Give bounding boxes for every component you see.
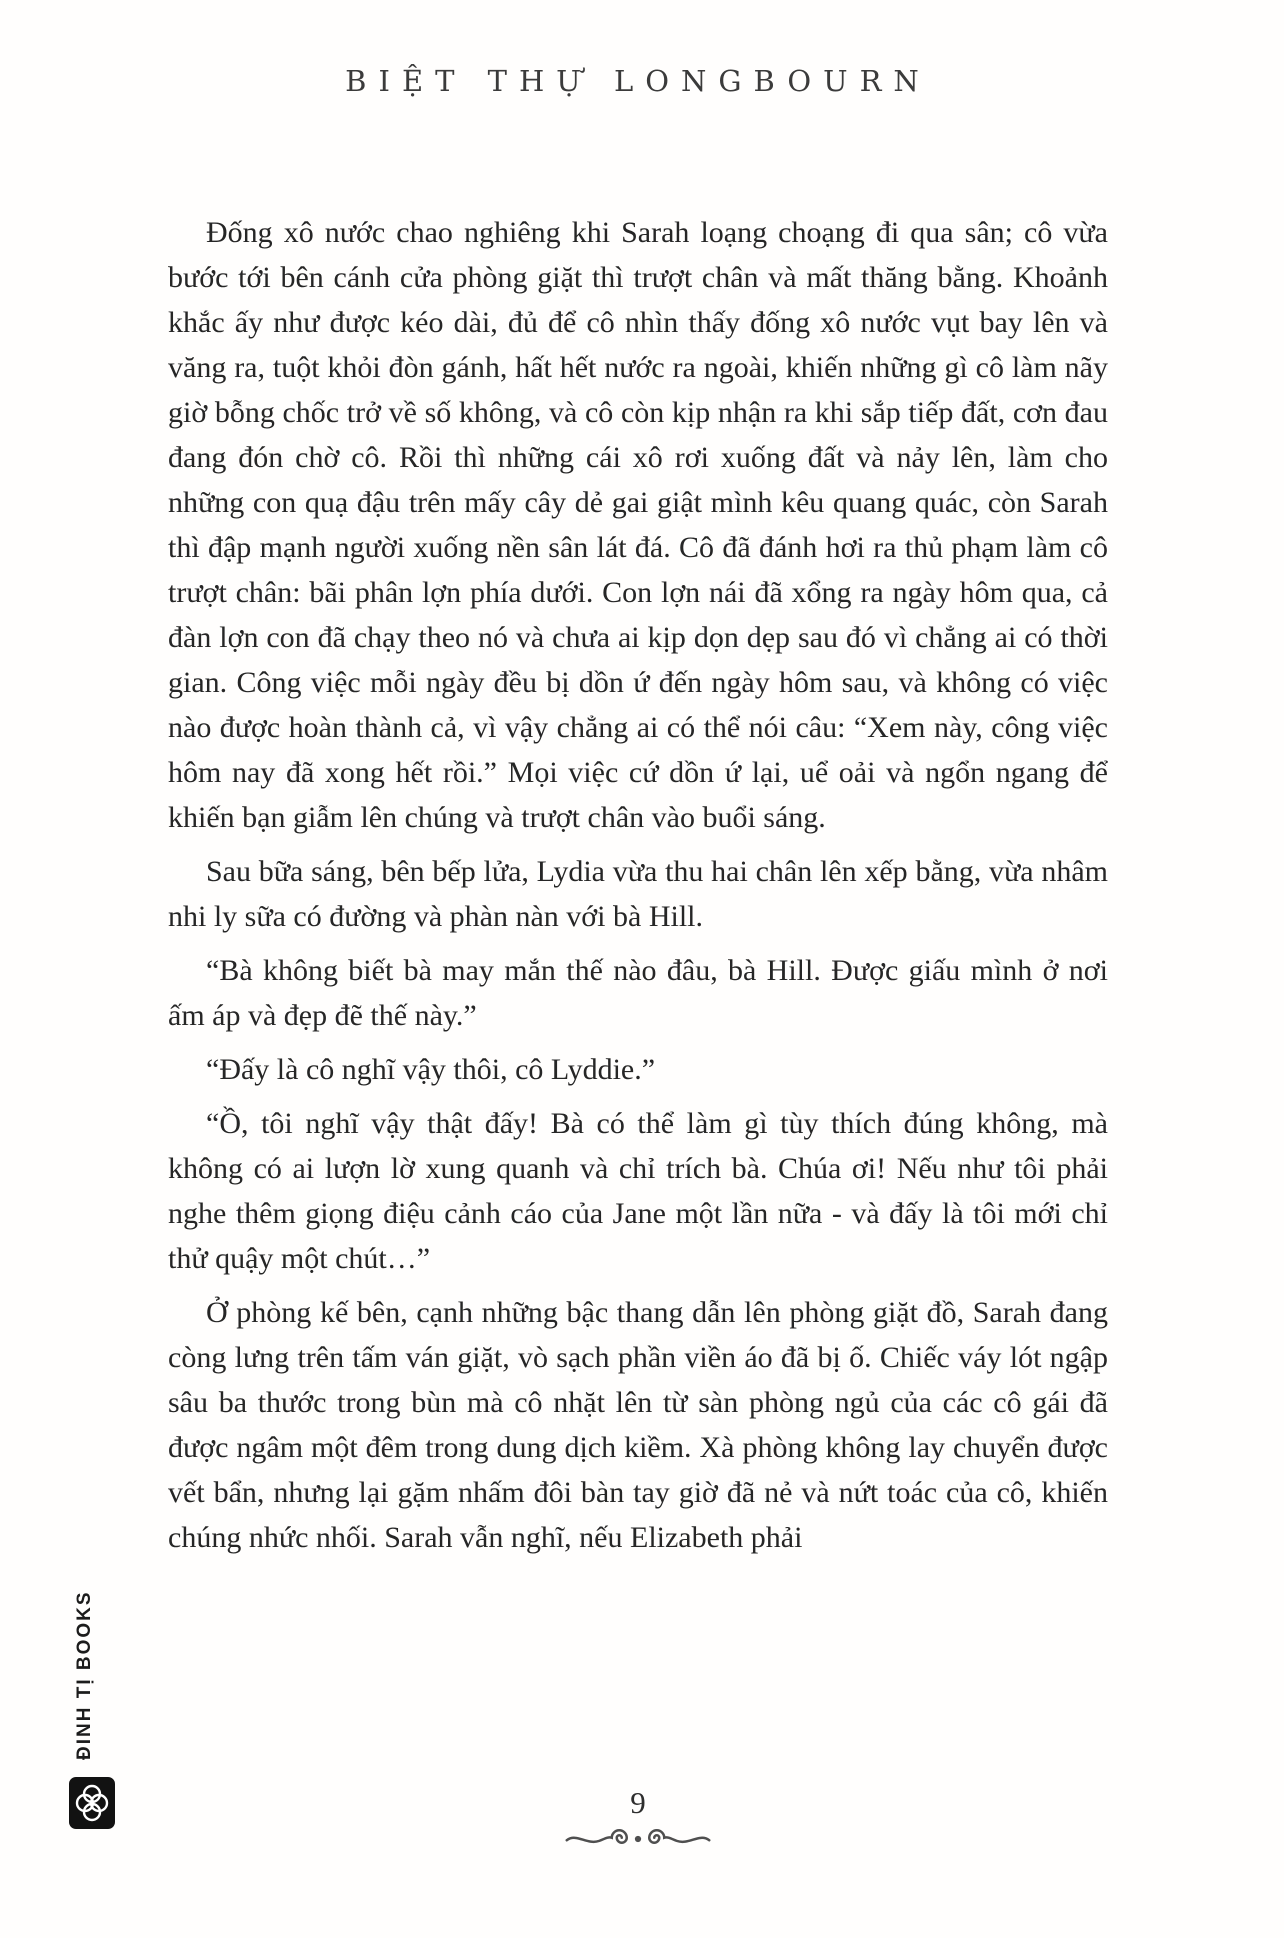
publisher-spine <box>66 1588 118 1838</box>
page-footer <box>168 1786 1108 1861</box>
publisher-logo-icon <box>68 1776 116 1835</box>
publisher-name: ĐINH TỊ BOOKS <box>74 1590 95 1760</box>
paragraph: Đống xô nước chao nghiêng khi Sarah loạng choạng đi qua sân; cô vừa bước tới bên cánh cửa phòng giặt thì trượt chân và mất thăng bằng. Khoảnh khắc ấy như được kéo dài, đủ để cô nhìn thấy đống xô nước vụt bay lên và văng ra, tuột khỏi đòn gánh, hất hết nước ra ngoài, khiến những gì cô làm nãy giờ bỗng chốc trở về số không, và cô còn kịp nhận ra khi sắp tiếp đất, cơn đau đang đón chờ cô. Rồi thì những cái xô rơi xuống đất và nảy lên, làm cho những con quạ đậu trên mấy cây dẻ gai giật mình kêu quang quác, còn Sarah thì đập mạnh người xuống nền sân lát đá. Cô đã đánh hơi ra thủ phạm làm cô trượt chân: bãi phân lợn phía dưới. Con lợn nái đã xổng ra ngày hôm qua, cả đàn lợn con đã chạy theo nó và chưa ai kịp dọn dẹp sau đó vì chẳng ai có thời gian. Công việc mỗi ngày đều bị dồn ứ đến ngày hôm sau, và không có việc nào được hoàn thành cả, vì vậy chẳng ai có thể nói câu: “Xem này, công việc hôm nay đã xong hết rồi.” Mọi việc cứ dồn ứ lại, uể oải và ngổn ngang để khiến bạn giẫm lên chúng và trượt chân vào buổi sáng. <box>168 216 1108 834</box>
page-number: 9 <box>630 1785 646 1820</box>
paragraph-dialogue: “Đấy là cô nghĩ vậy thôi, cô Lyddie.” <box>206 1053 656 1086</box>
paragraph-dialogue: “Ồ, tôi nghĩ vậy thật đấy! Bà có thể làm gì tùy thích đúng không, mà không có ai lượn lờ xung quanh và chỉ trích bà. Chúa ơi! Nếu như tôi phải nghe thêm giọng điệu cảnh cáo của Jane một lần nữa - và đấy là tôi mới chỉ thử quậy một chút…” <box>168 1107 1108 1275</box>
paragraph-dialogue: “Bà không biết bà may mắn thế nào đâu, bà Hill. Được giấu mình ở nơi ấm áp và đẹp đẽ thế này.” <box>168 954 1108 1032</box>
body-text <box>168 210 1108 1569</box>
paragraph: Sau bữa sáng, bên bếp lửa, Lydia vừa thu hai chân lên xếp bằng, vừa nhâm nhi ly sữa có đường và phàn nàn với bà Hill. <box>168 855 1108 933</box>
flourish-ornament <box>168 1822 1108 1861</box>
page-title: BIỆT THỰ LONGBOURN <box>345 64 931 98</box>
paragraph: Ở phòng kế bên, cạnh những bậc thang dẫn lên phòng giặt đồ, Sarah đang còng lưng trên tấm ván giặt, vò sạch phần viền áo đã bị ố. Chiếc váy lót ngập sâu ba thước trong bùn mà cô nhặt lên từ sàn phòng ngủ của các cô gái đã được ngâm một đêm trong dung dịch kiềm. Xà phòng không lay chuyển được vết bẩn, nhưng lại gặm nhấm đôi bàn tay giờ đã nẻ và nứt toác của cô, khiến chúng nhức nhối. Sarah vẫn nghĩ, nếu Elizabeth phải <box>168 1296 1108 1554</box>
